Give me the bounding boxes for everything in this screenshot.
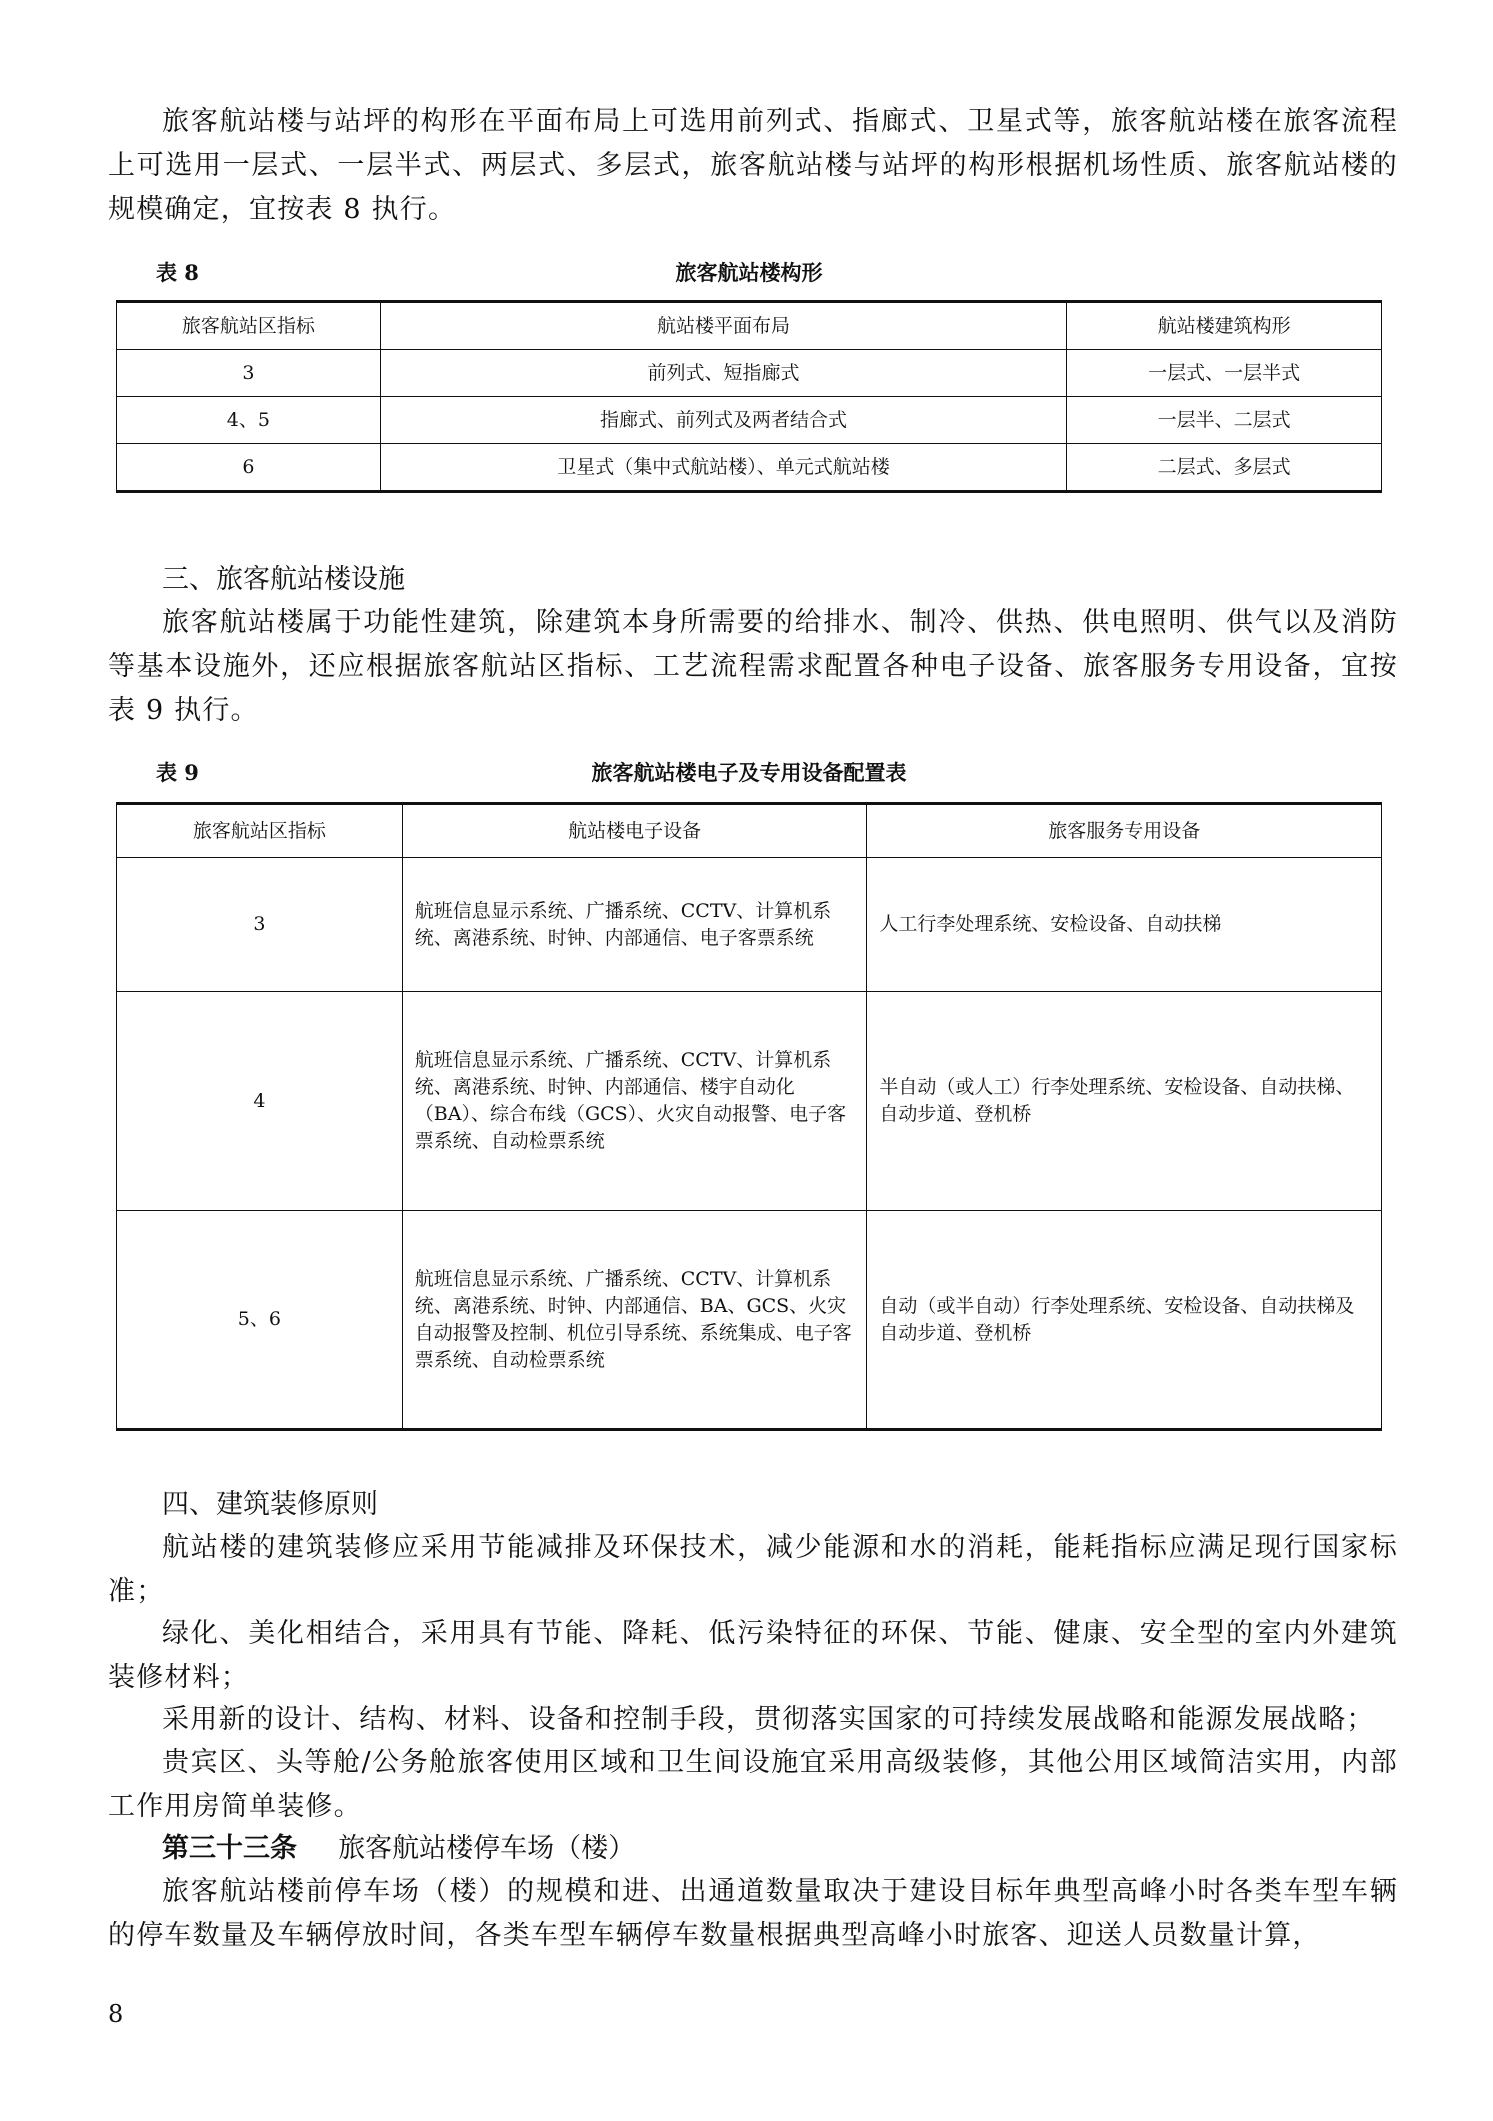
table-cell: 一层式、一层半式 <box>1067 350 1382 397</box>
table9-number: 表 9 <box>156 760 199 785</box>
table9 <box>116 802 1382 1431</box>
article33-label: 第三十三条 <box>162 1833 297 1864</box>
page-number: 8 <box>108 2000 124 2028</box>
table8-header-row <box>117 302 1382 350</box>
table-cell: 4、5 <box>117 397 381 444</box>
table-cell: 卫星式（集中式航站楼）、单元式航站楼 <box>380 444 1066 492</box>
table8 <box>116 300 1382 493</box>
table9-header-cell: 旅客服务专用设备 <box>867 804 1382 858</box>
table-cell: 航班信息显示系统、广播系统、CCTV、计算机系统、离港系统、时钟、内部通信、楼宇自动化（BA）、综合布线（GCS）、火灾自动报警、电子客票系统、自动检票系统 <box>402 992 867 1211</box>
section3-paragraph: 旅客航站楼属于功能性建筑，除建筑本身所需要的给排水、制冷、供热、供电照明、供气以及消防等基本设施外，还应根据旅客航站区指标、工艺流程需求配置各种电子设备、旅客服务专用设备，宜按表 9 执行。 <box>108 607 1398 726</box>
table-cell: 二层式、多层式 <box>1067 444 1382 492</box>
table-cell: 5、6 <box>117 1211 403 1430</box>
table-cell: 航班信息显示系统、广播系统、CCTV、计算机系统、离港系统、时钟、内部通信、BA、GCS、火灾自动报警及控制、机位引导系统、系统集成、电子客票系统、自动检票系统 <box>402 1211 867 1430</box>
table9-title: 旅客航站楼电子及专用设备配置表 <box>591 760 907 785</box>
table8-title: 旅客航站楼构形 <box>675 260 823 285</box>
table-cell: 6 <box>117 444 381 492</box>
article33-title: 旅客航站楼停车场（楼） <box>338 1833 636 1864</box>
intro-paragraph: 旅客航站楼与站坪的构形在平面布局上可选用前列式、指廊式、卫星式等，旅客航站楼在旅客流程上可选用一层式、一层半式、两层式、多层式，旅客航站楼与站坪的构形根据机场性质、旅客航站楼的规模确定，宜按表 8 执行。 <box>108 106 1398 225</box>
table8-number: 表 8 <box>156 260 199 285</box>
table-cell: 3 <box>117 858 403 992</box>
section4-paragraph: 采用新的设计、结构、材料、设备和控制手段，贯彻落实国家的可持续发展战略和能源发展战略； <box>162 1704 1375 1735</box>
table9-header-row <box>117 804 1382 858</box>
table-cell: 一层半、二层式 <box>1067 397 1382 444</box>
section4-paragraph: 航站楼的建筑装修应采用节能减排及环保技术，减少能源和水的消耗，能耗指标应满足现行国家标准； <box>108 1532 1398 1607</box>
table-cell: 人工行李处理系统、安检设备、自动扶梯 <box>867 858 1382 992</box>
table-cell: 自动（或半自动）行李处理系统、安检设备、自动扶梯及自动步道、登机桥 <box>867 1211 1382 1430</box>
article33-heading <box>162 1827 635 1871</box>
table-cell: 半自动（或人工）行李处理系统、安检设备、自动扶梯、自动步道、登机桥 <box>867 992 1382 1211</box>
section3-heading: 三、旅客航站楼设施 <box>162 564 405 595</box>
table-row <box>117 444 1382 492</box>
table-cell: 前列式、短指廊式 <box>380 350 1066 397</box>
table-row <box>117 1211 1382 1430</box>
table-row <box>117 397 1382 444</box>
table-cell: 指廊式、前列式及两者结合式 <box>380 397 1066 444</box>
table9-header-cell: 航站楼电子设备 <box>402 804 867 858</box>
table9-caption <box>116 757 1382 787</box>
table-row <box>117 350 1382 397</box>
table8-header-cell: 航站楼平面布局 <box>380 302 1066 350</box>
table-row <box>117 992 1382 1211</box>
section4-heading: 四、建筑装修原则 <box>162 1489 378 1520</box>
section4-paragraph: 贵宾区、头等舱/公务舱旅客使用区域和卫生间设施宜采用高级装修，其他公用区域简洁实用，内部工作用房简单装修。 <box>108 1747 1398 1822</box>
table-cell: 4 <box>117 992 403 1211</box>
table-cell: 3 <box>117 350 381 397</box>
article33-paragraph: 旅客航站楼前停车场（楼）的规模和进、出通道数量取决于建设目标年典型高峰小时各类车型车辆的停车数量及车辆停放时间，各类车型车辆停车数量根据典型高峰小时旅客、迎送人员数量计算， <box>108 1876 1398 1951</box>
table8-header-cell: 旅客航站区指标 <box>117 302 381 350</box>
table8-header-cell: 航站楼建筑构形 <box>1067 302 1382 350</box>
table-cell: 航班信息显示系统、广播系统、CCTV、计算机系统、离港系统、时钟、内部通信、电子客票系统 <box>402 858 867 992</box>
section4-paragraph: 绿化、美化相结合，采用具有节能、降耗、低污染特征的环保、节能、健康、安全型的室内外建筑装修材料； <box>108 1618 1398 1693</box>
table9-header-cell: 旅客航站区指标 <box>117 804 403 858</box>
table8-caption <box>116 257 1382 287</box>
table-row <box>117 858 1382 992</box>
